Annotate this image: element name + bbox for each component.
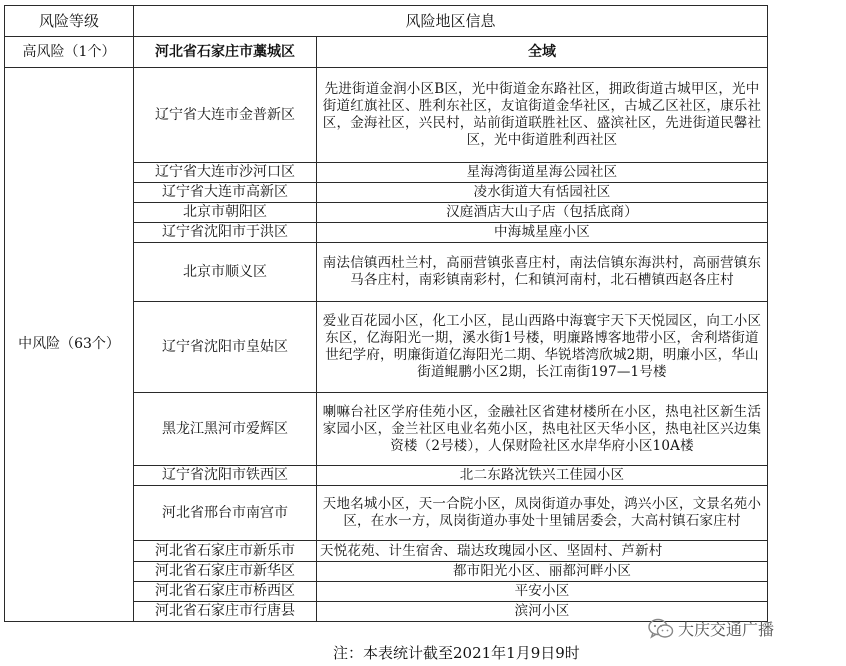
- region-cell: 河北省石家庄市桥西区: [134, 582, 317, 602]
- table-row: [5, 68, 768, 163]
- area-cell: 天地名城小区，天一合院小区，凤岗街道办事处，鸿兴小区，文景名苑小区，在水一方，凤岗街道办事处十里铺居委会，大高村镇石家庄村: [317, 486, 768, 541]
- region-cell: 河北省邢台市南宫市: [134, 486, 317, 541]
- high-risk-area: 全域: [317, 37, 768, 68]
- risk-area-table: [4, 5, 768, 622]
- area-cell: 爱业百花园小区，化工小区，昆山西路中海寰宇天下天悦园区，向工小区东区，亿海阳光一期，溪水街1号楼，明廉路博客地带小区，舍利塔街道世纪学府，明廉街道亿海阳光二期、华锐塔湾欣城2期，明廉小区，华山街道鲲鹏小区2期，长江南街197—1号楼: [317, 302, 768, 393]
- area-cell: 天悦花苑、计生宿舍、瑞达玫瑰园小区、坚固村、芦新村: [317, 541, 768, 562]
- area-cell: 先进街道金润小区B区，光中街道金东路社区，拥政街道古城甲区，光中街道红旗社区、胜利东社区，友谊街道金华社区，古城乙区社区，康乐社区，金海社区，兴民村，站前街道联胜社区、盛滨社区，先进街道民馨社区，光中街道胜利西社区: [317, 68, 768, 163]
- wechat-icon: [648, 618, 674, 640]
- area-cell: 平安小区: [317, 582, 768, 602]
- header-row: [5, 6, 768, 37]
- high-risk-row: [5, 37, 768, 68]
- header-risk-level: 风险等级: [5, 6, 134, 37]
- watermark: [648, 617, 774, 640]
- region-cell: 辽宁省沈阳市皇姑区: [134, 302, 317, 393]
- area-cell: 凌水街道大有恬园社区: [317, 183, 768, 203]
- region-cell: 辽宁省沈阳市于洪区: [134, 223, 317, 243]
- region-cell: 辽宁省大连市金普新区: [134, 68, 317, 163]
- area-cell: 中海城星座小区: [317, 223, 768, 243]
- area-cell: 北二东路沈铁兴工佳园小区: [317, 466, 768, 486]
- area-cell: 汉庭酒店大山子店（包括底商）: [317, 203, 768, 223]
- region-cell: 北京市顺义区: [134, 243, 317, 302]
- region-cell: 辽宁省大连市高新区: [134, 183, 317, 203]
- area-cell: 喇嘛台社区学府佳苑小区，金融社区省建材楼所在小区，热电社区新生活家园小区，金兰社区电业名苑小区，热电社区天华小区，热电社区兴边集资楼（2号楼），人保财险社区水岸华府小区10A楼: [317, 393, 768, 466]
- region-cell: 河北省石家庄市新华区: [134, 562, 317, 582]
- region-cell: 辽宁省大连市沙河口区: [134, 163, 317, 183]
- region-cell: 黑龙江黑河市爱辉区: [134, 393, 317, 466]
- high-risk-level: 高风险（1个）: [5, 37, 134, 68]
- area-cell: 都市阳光小区、丽都河畔小区: [317, 562, 768, 582]
- area-cell: 南法信镇西杜兰村，高丽营镇张喜庄村，南法信镇东海洪村，高丽营镇东马各庄村，南彩镇南彩村，仁和镇河南村，北石槽镇西赵各庄村: [317, 243, 768, 302]
- high-risk-region: 河北省石家庄市藁城区: [134, 37, 317, 68]
- area-cell: 滨河小区: [317, 602, 768, 622]
- area-cell: 星海湾街道星海公园社区: [317, 163, 768, 183]
- header-risk-area-info: 风险地区信息: [134, 6, 768, 37]
- watermark-text: 大庆交通广播: [678, 620, 775, 639]
- medium-risk-level: 中风险（63个）: [5, 68, 134, 622]
- region-cell: 河北省石家庄市行唐县: [134, 602, 317, 622]
- region-cell: 北京市朝阳区: [134, 203, 317, 223]
- table-footnote: 注：本表统计截至2021年1月9日9时: [333, 644, 580, 662]
- region-cell: 辽宁省沈阳市铁西区: [134, 466, 317, 486]
- region-cell: 河北省石家庄市新乐市: [134, 541, 317, 562]
